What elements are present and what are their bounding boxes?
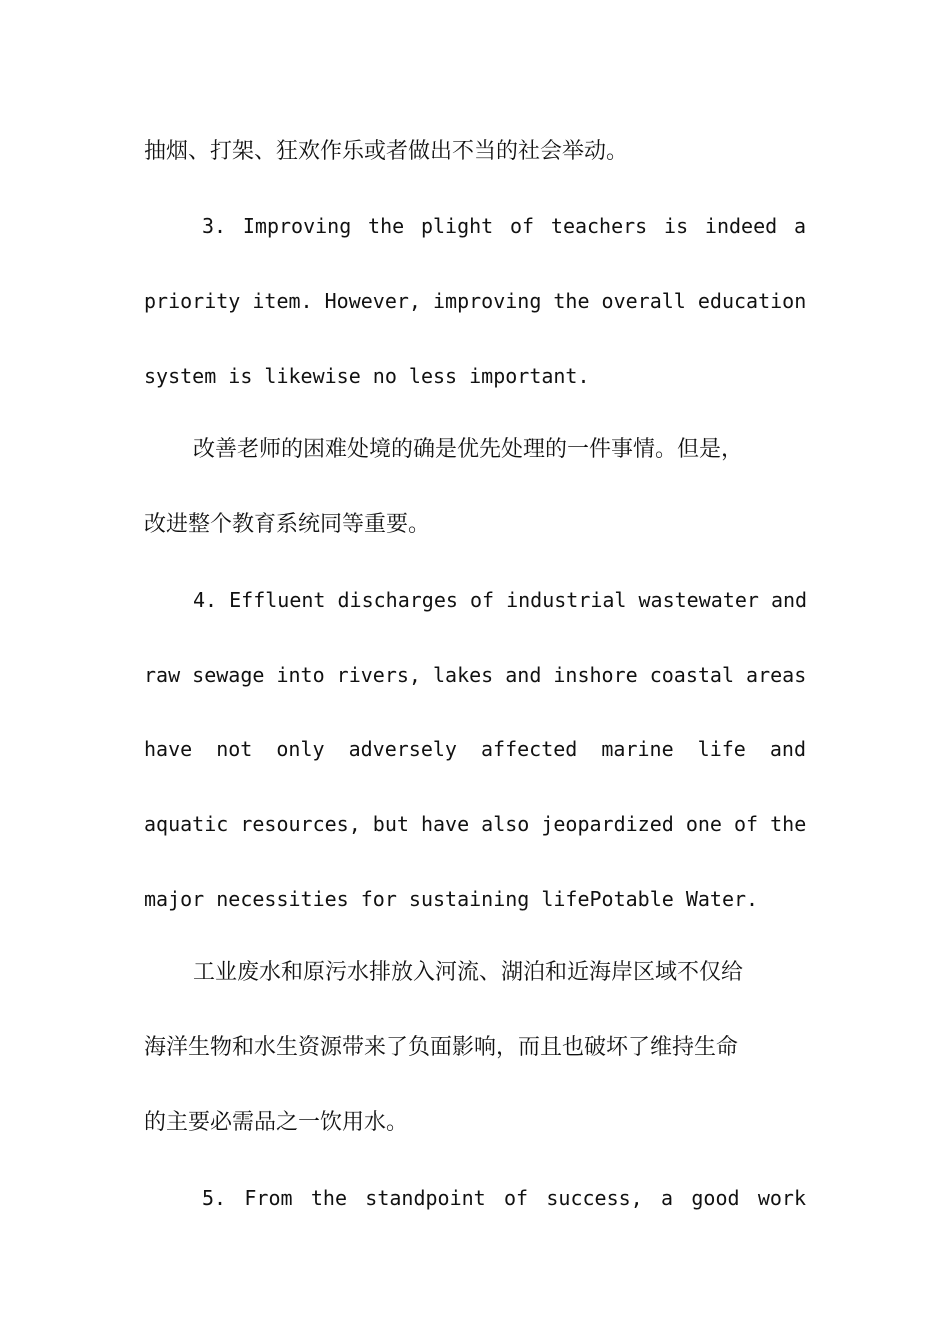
item-5-line-1: 5. From the standpoint of success, a good work: [202, 1186, 806, 1210]
item-4-line-2: raw sewage into rivers, lakes and inshore coastal areas: [144, 663, 807, 687]
item-3-line-1: 3. Improving the plight of teachers is indeed a: [202, 214, 806, 238]
item-4-line-1: 4. Effluent discharges of industrial wastewater and: [193, 588, 808, 612]
item-3-line-3: system is likewise no less important.: [144, 364, 590, 388]
item-4-line-5: major necessities for sustaining lifePotable Water.: [144, 887, 759, 911]
translation-3-line-2: 改进整个教育系统同等重要。: [144, 512, 431, 537]
item-4-line-4: aquatic resources, but have also jeopardized one of the: [144, 812, 807, 836]
item-4-line-3: have not only adversely affected marine life and: [144, 737, 806, 761]
translation-3-line-1: 改善老师的困难处境的确是优先处理的一件事情。但是，: [193, 437, 744, 462]
text-line-1: 抽烟、打架、狂欢作乐或者做出不当的社会举动。: [144, 139, 629, 164]
translation-4-line-1: 工业废水和原污水排放入河流、湖泊和近海岸区域不仅给: [193, 960, 744, 985]
translation-4-line-2: 海洋生物和水生资源带来了负面影响，而且也破坏了维持生命: [144, 1035, 739, 1060]
item-3-line-2: priority item. However, improving the overall education: [144, 289, 807, 313]
translation-4-line-3: 的主要必需品之一饮用水。: [144, 1110, 409, 1135]
